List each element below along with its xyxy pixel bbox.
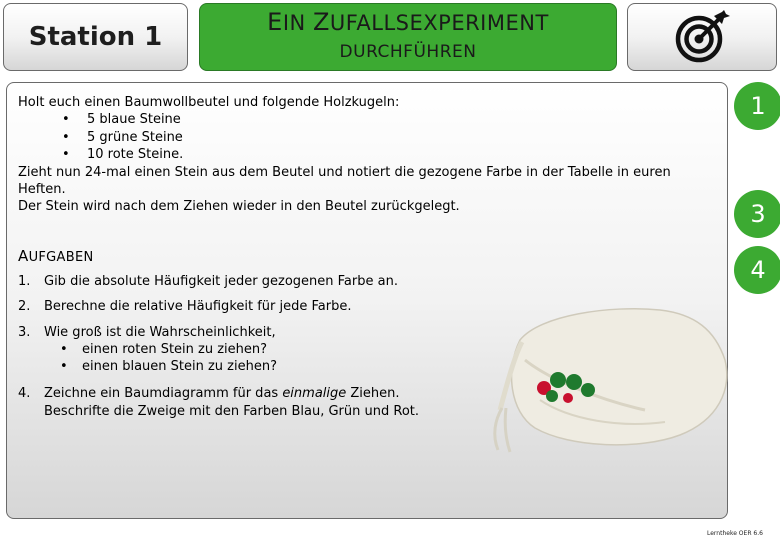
title-rest-in: IN (282, 11, 306, 35)
badge-3: 3 (734, 190, 780, 238)
task-2: 2. Berechne die relative Häufigkeit für jede Farbe. (18, 299, 352, 314)
title-box (199, 3, 617, 71)
task-4: 4. Zeichne ein Baumdiagramm für das einmalige Ziehen. (18, 386, 400, 401)
title-cap-z: Z (312, 8, 330, 36)
intro-text (18, 94, 718, 216)
task-1: 1. Gib die absolute Häufigkeit jeder gezogenen Farbe an. (18, 274, 398, 289)
task-3: 3. Wie groß ist die Wahrscheinlichkeit, (18, 325, 276, 340)
task-4-line2: Beschrifte die Zweige mit den Farben Blau, Grün und Rot. (44, 404, 420, 419)
intro-lead: Holt euch einen Baumwollbeutel und folgende Holzkugeln: (18, 95, 400, 110)
intro-note: Der Stein wird nach dem Ziehen wieder in den Beutel zurückgelegt. (18, 199, 460, 215)
title-rest-z: UFALLSEXPERIMENT (329, 11, 549, 35)
task-3-sub-2: • einen blauen Stein zu ziehen? (60, 359, 277, 374)
task-3-sub-1: • einen roten Stein zu ziehen? (60, 342, 268, 357)
badge-1: 1 (734, 82, 780, 130)
title-line1 (200, 8, 616, 36)
title-line2: DURCHFÜHREN (339, 42, 477, 62)
station-title: Station 1 (28, 22, 163, 52)
station-box (3, 3, 188, 71)
target-icon (674, 10, 730, 64)
materials-list (18, 111, 718, 163)
list-item: • 5 blaue Steine (62, 112, 181, 128)
list-item: • 5 grüne Steine (62, 129, 183, 145)
badge-4: 4 (734, 246, 780, 294)
list-item: • 10 rote Steine. (62, 147, 184, 163)
intro-instruction: Zieht nun 24-mal einen Stein aus dem Beutel und notiert die gezogene Farbe in der Tabelle in euren Heften. (18, 164, 671, 198)
tasks-heading: AUFGABEN (18, 247, 94, 265)
title-cap-e: E (267, 8, 283, 36)
cotton-bag-photo (480, 300, 740, 455)
footer-credit: Lerntheke OER 6.6 (707, 530, 763, 537)
icon-box (627, 3, 777, 71)
